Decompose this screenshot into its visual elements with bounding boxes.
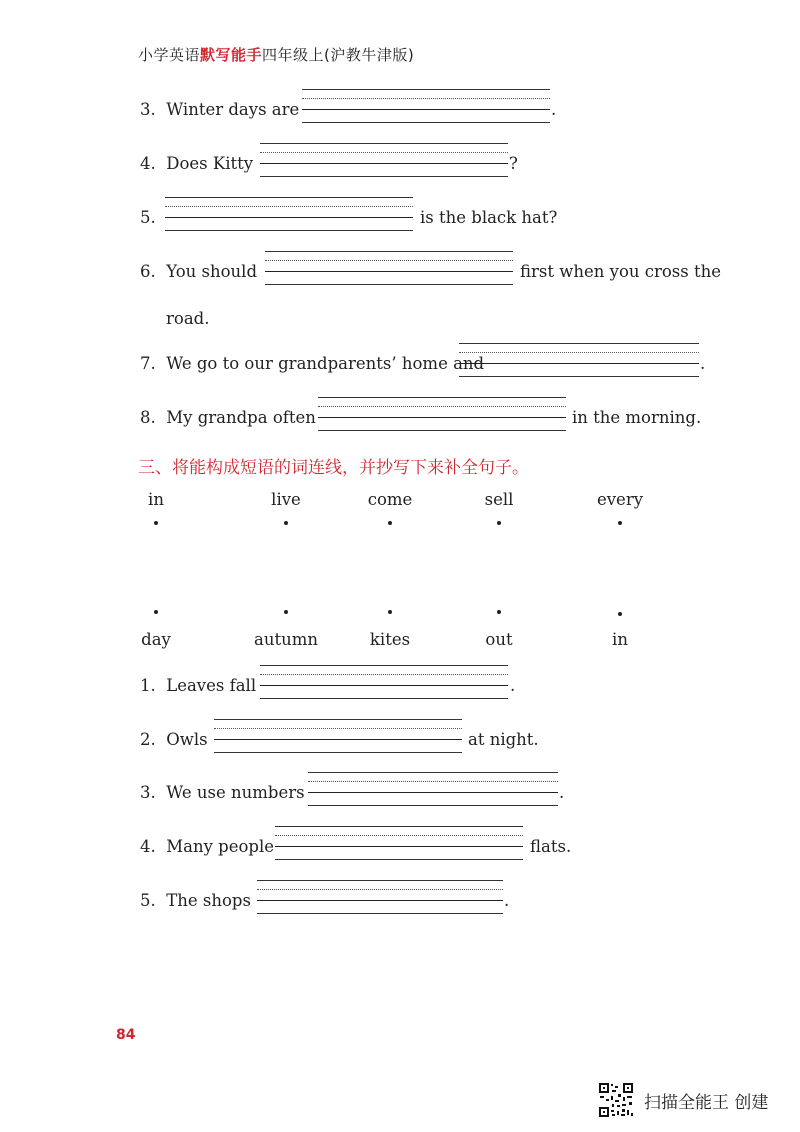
item-number: 1. bbox=[140, 676, 156, 695]
match-word-top: sell bbox=[484, 490, 514, 509]
sentence-end: . bbox=[700, 354, 706, 373]
match-word-top: come bbox=[367, 490, 413, 509]
writing-blank[interactable] bbox=[257, 880, 503, 916]
match-dot-bottom[interactable] bbox=[284, 610, 288, 614]
writing-blank[interactable] bbox=[275, 826, 523, 862]
page-header bbox=[138, 44, 414, 65]
scanner-watermark bbox=[598, 1082, 768, 1118]
writing-blank[interactable] bbox=[318, 397, 566, 433]
sentence-start: We go to our grandparents’ home and bbox=[166, 354, 485, 373]
qr-code-icon bbox=[598, 1082, 634, 1118]
item-number: 8. bbox=[140, 408, 156, 427]
sentence-start: Does Kitty bbox=[166, 154, 254, 173]
header-prefix: 小学英语 bbox=[138, 46, 201, 64]
item-number: 4. bbox=[140, 837, 156, 856]
sentence-end: in the morning. bbox=[572, 408, 702, 427]
writing-blank[interactable] bbox=[459, 343, 699, 379]
sentence-end: . bbox=[510, 676, 516, 695]
exercise-3-1 bbox=[140, 676, 256, 695]
section-3-title: 三、将能构成短语的词连线，并抄写下来补全句子。 bbox=[138, 458, 529, 478]
item-number: 6. bbox=[140, 262, 156, 281]
sentence-end: at night. bbox=[468, 730, 539, 749]
exercise-2-5 bbox=[140, 208, 156, 227]
match-dot-top[interactable] bbox=[388, 521, 392, 525]
exercise-3-5 bbox=[140, 891, 251, 910]
item-number: 5. bbox=[140, 208, 156, 227]
sentence-end: . bbox=[551, 100, 557, 119]
exercise-2-4 bbox=[140, 154, 253, 173]
item-number: 4. bbox=[140, 154, 156, 173]
item-number: 7. bbox=[140, 354, 156, 373]
item-number: 2. bbox=[140, 730, 156, 749]
sentence-start: Owls bbox=[166, 730, 208, 749]
writing-blank[interactable] bbox=[214, 719, 462, 755]
sentence-end: ? bbox=[509, 154, 518, 173]
sentence-end: is the black hat? bbox=[420, 208, 558, 227]
item-number: 3. bbox=[140, 783, 156, 802]
exercise-2-6 bbox=[140, 262, 257, 281]
sentence-start: You should bbox=[166, 262, 258, 281]
writing-blank[interactable] bbox=[165, 197, 413, 233]
header-suffix: 四年级上(沪教牛津版) bbox=[262, 46, 415, 64]
item-number: 3. bbox=[140, 100, 156, 119]
sentence-end: flats. bbox=[530, 837, 572, 856]
match-dot-top[interactable] bbox=[618, 521, 622, 525]
match-dot-bottom[interactable] bbox=[154, 610, 158, 614]
match-word-top: live bbox=[271, 490, 301, 509]
match-word-bottom: out bbox=[485, 630, 513, 649]
match-word-top: every bbox=[596, 490, 644, 509]
item-number: 5. bbox=[140, 891, 156, 910]
writing-blank[interactable] bbox=[302, 89, 550, 125]
exercise-2-7 bbox=[140, 354, 484, 373]
exercise-2-8 bbox=[140, 408, 316, 427]
exercise-2-3 bbox=[140, 100, 299, 119]
sentence-start: We use numbers bbox=[166, 783, 305, 802]
sentence-end: . bbox=[559, 783, 565, 802]
match-dot-bottom[interactable] bbox=[618, 612, 622, 616]
sentence-end: . bbox=[504, 891, 510, 910]
exercise-3-3 bbox=[140, 783, 305, 802]
match-dot-top[interactable] bbox=[154, 521, 158, 525]
exercise-3-4 bbox=[140, 837, 274, 856]
sentence-start: My grandpa often bbox=[166, 408, 316, 427]
exercise-3-2 bbox=[140, 730, 208, 749]
writing-blank[interactable] bbox=[308, 772, 558, 808]
match-word-bottom: autumn bbox=[254, 630, 318, 649]
sentence-end: first when you cross the bbox=[520, 262, 722, 281]
sentence-start: The shops bbox=[166, 891, 251, 910]
sentence-start: Winter days are bbox=[166, 100, 300, 119]
match-dot-bottom[interactable] bbox=[388, 610, 392, 614]
writing-blank[interactable] bbox=[260, 143, 508, 179]
sentence-start: Leaves fall bbox=[166, 676, 257, 695]
page-number: 84 bbox=[116, 1027, 136, 1043]
footer-text: 扫描全能王 创建 bbox=[644, 1092, 769, 1113]
match-dot-bottom[interactable] bbox=[497, 610, 501, 614]
match-word-bottom: kites bbox=[369, 630, 411, 649]
match-word-top: in bbox=[148, 490, 164, 509]
match-dot-top[interactable] bbox=[497, 521, 501, 525]
sentence-start: Many people bbox=[166, 837, 275, 856]
match-word-bottom: in bbox=[612, 630, 628, 649]
writing-blank[interactable] bbox=[260, 665, 508, 701]
match-dot-top[interactable] bbox=[284, 521, 288, 525]
sentence-continuation: road. bbox=[166, 309, 210, 328]
match-word-bottom: day bbox=[141, 630, 171, 649]
header-accent: 默写能手 bbox=[200, 46, 263, 64]
writing-blank[interactable] bbox=[265, 251, 513, 287]
